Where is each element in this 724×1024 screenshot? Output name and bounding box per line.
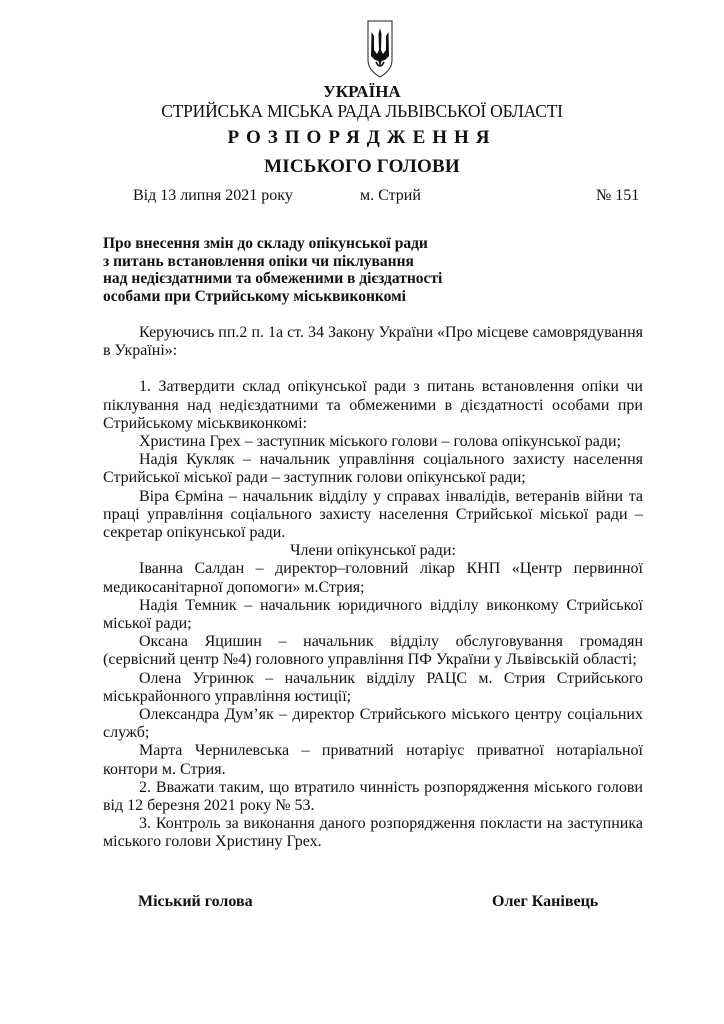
members-heading: Члени опікунської ради: (290, 542, 456, 560)
signatory-name: Олег Канівець (492, 893, 599, 910)
member-entry: Надія Темник – начальник юридичного відділу виконкому Стрийської міської ради; (103, 596, 643, 633)
document-body (103, 324, 643, 852)
subject-line: Про внесення змін до складу опікунської ради (103, 235, 428, 252)
council-head-entry: Христина Грех – заступник міського голови – голова опікунської ради; (139, 433, 622, 451)
document-city: м. Стрий (360, 187, 421, 204)
country-heading: УКРАЇНА (323, 82, 401, 101)
document-number: № 151 (596, 187, 640, 204)
member-entry: Іванна Салдан – директор–головний лікар КНП «Центр первинної медикосанітарної допомоги» м.Стрия; (103, 560, 643, 596)
member-entry: Марта Чернилевська – приватний нотаріус приватної нотаріальної контори м. Стрия. (103, 742, 643, 778)
subject-line: з питань встановлення опіки чи піклування (103, 252, 414, 270)
member-entry: Олена Угринюк – начальник відділу РАЦС м. Стрия Стрийського міськрайонного управління юстиції; (103, 669, 643, 705)
document-type-heading: РОЗПОРЯДЖЕННЯ (227, 127, 497, 148)
member-entry: Оксана Яцишин – начальник відділу обслуговування громадян (сервісний центр №4) головного управління ПФ України у Львівській області; (103, 633, 643, 669)
item-1-paragraph: 1. Затвердити склад опікунської ради з питань встановлення опіки чи піклування над недієздатними та обмеженими в дієздатності особами при Стрийському міськвиконкомі: (103, 378, 643, 432)
document-subject (103, 235, 463, 305)
council-heading: СТРИЙСЬКА МІСЬКА РАДА ЛЬВІВСЬКОЇ ОБЛАСТІ (161, 101, 563, 121)
council-deputy-entry: Надія Кукляк – начальник управління соціального захисту населення Стрийської міської ради – заступник голови опікунської ради; (103, 451, 643, 487)
item-2-paragraph: 2. Вважати таким, що втратило чинність розпорядження міського голови від 12 березня 2021 року № 53. (103, 778, 643, 815)
subject-line: особами при Стрийському міськвиконкомі (103, 287, 406, 305)
member-entry: Олександра Дум’як – директор Стрийського міського центру соціальних служб; (103, 706, 643, 742)
preamble-paragraph: Керуючись пп.2 п. 1а ст. 34 Закону України «Про місцеве самоврядування в Україні»: (103, 324, 643, 360)
item-3-paragraph: 3. Контроль за виконання даного розпорядження покласти на заступника міського голови Христину Грех. (103, 815, 643, 851)
document-date: Від 13 липня 2021 року (133, 187, 293, 204)
signatory-title: Міський голова (138, 893, 253, 910)
council-secretary-entry: Віра Єрміна – начальник відділу у справах інвалідів, ветеранів війни та праці управління соціального захисту населення Стрийської міської ради – секретар опікунської ради. (103, 487, 643, 542)
subject-line: над недієздатними та обмеженими в дієздатності (103, 270, 443, 287)
issuer-heading: МІСЬКОГО ГОЛОВИ (264, 156, 460, 177)
coat-of-arms-icon (367, 20, 393, 78)
